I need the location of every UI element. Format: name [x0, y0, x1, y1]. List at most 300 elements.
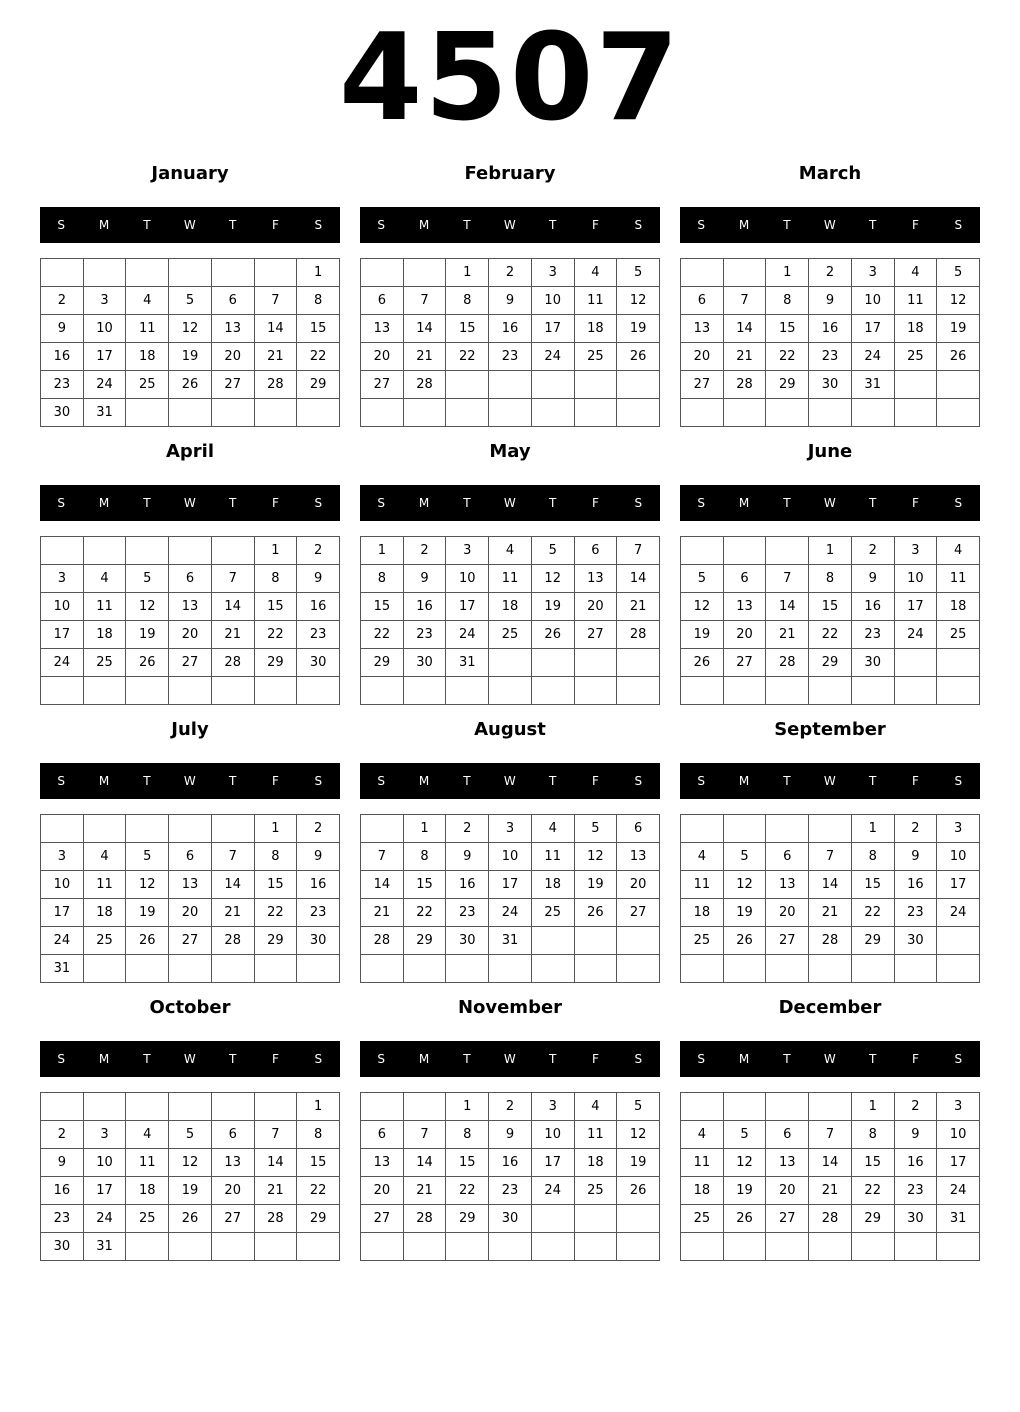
day-cell: 8	[297, 1121, 340, 1149]
weekday-label: T	[868, 496, 877, 510]
empty-day-cell	[361, 1233, 404, 1261]
day-cell: 6	[169, 843, 212, 871]
day-cell: 11	[681, 871, 724, 899]
empty-day-cell	[937, 399, 980, 427]
day-cell: 1	[255, 815, 298, 843]
day-cell: 18	[84, 621, 127, 649]
day-cell: 27	[361, 371, 404, 399]
weekday-label: M	[98, 774, 110, 788]
day-cell: 20	[361, 343, 404, 371]
day-cell: 31	[937, 1205, 980, 1233]
empty-day-cell	[937, 927, 980, 955]
weekday-label: W	[823, 1052, 837, 1066]
empty-day-cell	[169, 815, 212, 843]
empty-day-cell	[169, 537, 212, 565]
day-cell: 16	[809, 315, 852, 343]
weekday-label: T	[868, 218, 877, 232]
day-cell: 12	[169, 315, 212, 343]
day-cell: 12	[169, 1149, 212, 1177]
day-cell: 7	[724, 287, 767, 315]
day-cell: 25	[937, 621, 980, 649]
day-cell: 11	[681, 1149, 724, 1177]
day-cell: 15	[446, 1149, 489, 1177]
empty-day-cell	[809, 1233, 852, 1261]
day-cell: 18	[84, 899, 127, 927]
day-cell: 13	[766, 871, 809, 899]
day-cell: 14	[617, 565, 660, 593]
day-cell: 17	[937, 1149, 980, 1177]
day-cell: 17	[41, 621, 84, 649]
day-cell: 16	[446, 871, 489, 899]
weekday-label: W	[823, 496, 837, 510]
day-cell: 9	[489, 1121, 532, 1149]
empty-day-cell	[852, 1233, 895, 1261]
day-cell: 11	[126, 315, 169, 343]
empty-day-cell	[766, 677, 809, 705]
month-name: February	[464, 163, 556, 184]
year-title: 4507	[339, 9, 681, 148]
empty-day-cell	[809, 399, 852, 427]
day-cell: 10	[41, 871, 84, 899]
day-cell: 1	[852, 815, 895, 843]
weekday-label: M	[418, 218, 430, 232]
day-cell: 1	[446, 259, 489, 287]
empty-day-cell	[361, 815, 404, 843]
day-cell: 26	[126, 927, 169, 955]
weekday-header	[680, 763, 980, 799]
weekday-label: T	[463, 218, 472, 232]
weekday-label: T	[143, 496, 152, 510]
day-cell: 1	[852, 1093, 895, 1121]
empty-day-cell	[532, 1233, 575, 1261]
day-cell: 6	[361, 1121, 404, 1149]
weekday-label: W	[183, 218, 197, 232]
day-cell: 11	[575, 287, 618, 315]
empty-day-cell	[169, 955, 212, 983]
day-cell: 28	[766, 649, 809, 677]
day-cell: 5	[126, 565, 169, 593]
day-cell: 9	[489, 287, 532, 315]
day-cell: 25	[126, 1205, 169, 1233]
day-cell: 24	[895, 621, 938, 649]
day-cell: 4	[84, 843, 127, 871]
day-cell: 3	[489, 815, 532, 843]
weekday-label: F	[912, 496, 920, 510]
weekday-label: S	[377, 774, 386, 788]
weekday-label: S	[954, 496, 963, 510]
day-cell: 14	[361, 871, 404, 899]
day-cell: 30	[852, 649, 895, 677]
day-cell: 24	[41, 649, 84, 677]
empty-day-cell	[84, 259, 127, 287]
day-cell: 26	[575, 899, 618, 927]
day-cell: 6	[681, 287, 724, 315]
day-cell: 4	[532, 815, 575, 843]
day-cell: 24	[937, 1177, 980, 1205]
day-cell: 19	[681, 621, 724, 649]
day-cell: 13	[169, 593, 212, 621]
day-cell: 20	[169, 899, 212, 927]
empty-day-cell	[575, 649, 618, 677]
empty-day-cell	[532, 955, 575, 983]
month-days-grid	[680, 258, 980, 427]
empty-day-cell	[404, 259, 447, 287]
day-cell: 1	[766, 259, 809, 287]
day-cell: 12	[532, 565, 575, 593]
day-cell: 2	[404, 537, 447, 565]
day-cell: 16	[895, 1149, 938, 1177]
day-cell: 1	[255, 537, 298, 565]
month-name: November	[457, 997, 563, 1018]
day-cell: 27	[361, 1205, 404, 1233]
day-cell: 8	[255, 565, 298, 593]
weekday-label: S	[57, 496, 66, 510]
day-cell: 16	[895, 871, 938, 899]
day-cell: 24	[41, 927, 84, 955]
day-cell: 26	[724, 1205, 767, 1233]
weekday-header	[680, 207, 980, 243]
day-cell: 28	[212, 649, 255, 677]
day-cell: 23	[404, 621, 447, 649]
day-cell: 10	[532, 287, 575, 315]
day-cell: 27	[212, 1205, 255, 1233]
weekday-label: W	[503, 496, 517, 510]
day-cell: 23	[489, 343, 532, 371]
empty-day-cell	[361, 955, 404, 983]
day-cell: 14	[212, 871, 255, 899]
month-days-grid	[360, 1092, 660, 1261]
weekday-label: W	[183, 496, 197, 510]
empty-day-cell	[724, 677, 767, 705]
empty-day-cell	[361, 259, 404, 287]
day-cell: 23	[41, 1205, 84, 1233]
day-cell: 26	[617, 1177, 660, 1205]
empty-day-cell	[255, 259, 298, 287]
day-cell: 18	[681, 899, 724, 927]
empty-day-cell	[404, 1093, 447, 1121]
empty-day-cell	[126, 537, 169, 565]
month-name: January	[151, 163, 229, 184]
day-cell: 3	[937, 815, 980, 843]
empty-day-cell	[766, 955, 809, 983]
weekday-label: M	[418, 496, 430, 510]
empty-day-cell	[169, 259, 212, 287]
weekday-label: M	[738, 496, 750, 510]
empty-day-cell	[937, 649, 980, 677]
day-cell: 21	[212, 899, 255, 927]
day-cell: 7	[255, 287, 298, 315]
day-cell: 15	[297, 315, 340, 343]
day-cell: 25	[489, 621, 532, 649]
weekday-label: F	[272, 218, 280, 232]
empty-day-cell	[126, 259, 169, 287]
weekday-label: T	[783, 774, 792, 788]
weekday-label: S	[954, 774, 963, 788]
weekday-label: M	[738, 774, 750, 788]
day-cell: 29	[766, 371, 809, 399]
day-cell: 24	[84, 1205, 127, 1233]
day-cell: 24	[489, 899, 532, 927]
day-cell: 17	[937, 871, 980, 899]
day-cell: 28	[724, 371, 767, 399]
day-cell: 13	[575, 565, 618, 593]
day-cell: 9	[297, 843, 340, 871]
empty-day-cell	[489, 371, 532, 399]
empty-day-cell	[532, 927, 575, 955]
day-cell: 7	[809, 1121, 852, 1149]
day-cell: 17	[532, 315, 575, 343]
day-cell: 22	[446, 1177, 489, 1205]
day-cell: 18	[681, 1177, 724, 1205]
empty-day-cell	[724, 955, 767, 983]
empty-day-cell	[575, 399, 618, 427]
weekday-label: S	[377, 1052, 386, 1066]
month-days-grid	[40, 1092, 340, 1261]
weekday-label: F	[912, 774, 920, 788]
day-cell: 15	[361, 593, 404, 621]
weekday-label: F	[592, 774, 600, 788]
empty-day-cell	[489, 677, 532, 705]
day-cell: 6	[724, 565, 767, 593]
empty-day-cell	[724, 399, 767, 427]
day-cell: 30	[895, 927, 938, 955]
day-cell: 13	[361, 315, 404, 343]
weekday-label: F	[272, 496, 280, 510]
day-cell: 5	[681, 565, 724, 593]
empty-day-cell	[681, 955, 724, 983]
day-cell: 27	[169, 927, 212, 955]
day-cell: 19	[617, 315, 660, 343]
empty-day-cell	[766, 399, 809, 427]
empty-day-cell	[41, 815, 84, 843]
month-name: April	[165, 441, 215, 462]
day-cell: 28	[617, 621, 660, 649]
day-cell: 18	[126, 343, 169, 371]
weekday-label: T	[143, 774, 152, 788]
day-cell: 10	[446, 565, 489, 593]
day-cell: 27	[169, 649, 212, 677]
month-july	[40, 717, 340, 983]
empty-day-cell	[724, 537, 767, 565]
day-cell: 5	[169, 1121, 212, 1149]
empty-day-cell	[724, 1093, 767, 1121]
day-cell: 2	[41, 1121, 84, 1149]
weekday-label: S	[314, 496, 323, 510]
weekday-label: T	[463, 496, 472, 510]
empty-day-cell	[255, 955, 298, 983]
day-cell: 21	[404, 343, 447, 371]
day-cell: 18	[937, 593, 980, 621]
weekday-label: W	[503, 218, 517, 232]
weekday-header	[680, 485, 980, 521]
day-cell: 4	[489, 537, 532, 565]
weekday-label: T	[228, 218, 237, 232]
day-cell: 29	[404, 927, 447, 955]
weekday-label: T	[228, 496, 237, 510]
day-cell: 19	[532, 593, 575, 621]
day-cell: 23	[489, 1177, 532, 1205]
day-cell: 10	[489, 843, 532, 871]
day-cell: 25	[575, 343, 618, 371]
day-cell: 21	[724, 343, 767, 371]
empty-day-cell	[724, 815, 767, 843]
empty-day-cell	[404, 677, 447, 705]
empty-day-cell	[41, 537, 84, 565]
day-cell: 13	[617, 843, 660, 871]
empty-day-cell	[361, 677, 404, 705]
empty-day-cell	[84, 677, 127, 705]
day-cell: 26	[617, 343, 660, 371]
day-cell: 26	[532, 621, 575, 649]
day-cell: 29	[852, 927, 895, 955]
month-name: March	[798, 163, 862, 184]
empty-day-cell	[212, 537, 255, 565]
weekday-header	[40, 763, 340, 799]
day-cell: 25	[895, 343, 938, 371]
day-cell: 8	[361, 565, 404, 593]
day-cell: 27	[212, 371, 255, 399]
day-cell: 1	[446, 1093, 489, 1121]
day-cell: 8	[297, 287, 340, 315]
day-cell: 10	[41, 593, 84, 621]
day-cell: 17	[895, 593, 938, 621]
day-cell: 5	[724, 843, 767, 871]
day-cell: 12	[617, 287, 660, 315]
empty-day-cell	[169, 1233, 212, 1261]
empty-day-cell	[724, 1233, 767, 1261]
day-cell: 28	[255, 1205, 298, 1233]
day-cell: 20	[724, 621, 767, 649]
day-cell: 11	[895, 287, 938, 315]
weekday-label: M	[98, 218, 110, 232]
day-cell: 21	[617, 593, 660, 621]
day-cell: 3	[41, 843, 84, 871]
day-cell: 17	[852, 315, 895, 343]
day-cell: 25	[126, 371, 169, 399]
empty-day-cell	[169, 1093, 212, 1121]
day-cell: 17	[41, 899, 84, 927]
day-cell: 15	[852, 1149, 895, 1177]
day-cell: 22	[404, 899, 447, 927]
weekday-label: T	[783, 218, 792, 232]
weekday-label: M	[98, 1052, 110, 1066]
day-cell: 20	[766, 899, 809, 927]
day-cell: 15	[852, 871, 895, 899]
day-cell: 19	[126, 899, 169, 927]
empty-day-cell	[297, 955, 340, 983]
day-cell: 18	[575, 315, 618, 343]
day-cell: 30	[404, 649, 447, 677]
day-cell: 19	[724, 899, 767, 927]
empty-day-cell	[446, 677, 489, 705]
weekday-label: S	[314, 774, 323, 788]
day-cell: 29	[809, 649, 852, 677]
weekday-label: M	[418, 774, 430, 788]
month-october	[40, 995, 340, 1261]
empty-day-cell	[809, 955, 852, 983]
day-cell: 9	[446, 843, 489, 871]
day-cell: 22	[446, 343, 489, 371]
weekday-label: S	[697, 218, 706, 232]
day-cell: 5	[724, 1121, 767, 1149]
weekday-label: T	[228, 774, 237, 788]
empty-day-cell	[681, 537, 724, 565]
weekday-header	[360, 763, 660, 799]
day-cell: 8	[852, 843, 895, 871]
weekday-label: S	[634, 218, 643, 232]
day-cell: 1	[404, 815, 447, 843]
day-cell: 12	[617, 1121, 660, 1149]
empty-day-cell	[126, 815, 169, 843]
day-cell: 22	[255, 899, 298, 927]
empty-day-cell	[575, 1205, 618, 1233]
empty-day-cell	[255, 399, 298, 427]
month-september	[680, 717, 980, 983]
day-cell: 7	[809, 843, 852, 871]
day-cell: 8	[404, 843, 447, 871]
empty-day-cell	[361, 399, 404, 427]
day-cell: 25	[84, 927, 127, 955]
day-cell: 22	[297, 343, 340, 371]
day-cell: 28	[809, 927, 852, 955]
month-days-grid	[40, 814, 340, 983]
empty-day-cell	[126, 399, 169, 427]
empty-day-cell	[489, 1233, 532, 1261]
day-cell: 10	[84, 315, 127, 343]
day-cell: 8	[809, 565, 852, 593]
weekday-label: W	[823, 218, 837, 232]
day-cell: 11	[126, 1149, 169, 1177]
day-cell: 31	[446, 649, 489, 677]
empty-day-cell	[852, 955, 895, 983]
day-cell: 7	[766, 565, 809, 593]
day-cell: 8	[852, 1121, 895, 1149]
day-cell: 19	[126, 621, 169, 649]
day-cell: 24	[852, 343, 895, 371]
empty-day-cell	[297, 677, 340, 705]
day-cell: 28	[212, 927, 255, 955]
day-cell: 25	[575, 1177, 618, 1205]
day-cell: 21	[404, 1177, 447, 1205]
day-cell: 16	[489, 315, 532, 343]
day-cell: 9	[852, 565, 895, 593]
month-days-grid	[40, 536, 340, 705]
day-cell: 3	[895, 537, 938, 565]
empty-day-cell	[575, 927, 618, 955]
day-cell: 1	[297, 1093, 340, 1121]
empty-day-cell	[212, 259, 255, 287]
empty-day-cell	[575, 1233, 618, 1261]
day-cell: 4	[575, 259, 618, 287]
day-cell: 11	[84, 593, 127, 621]
day-cell: 14	[255, 1149, 298, 1177]
empty-day-cell	[617, 371, 660, 399]
weekday-label: F	[592, 1052, 600, 1066]
day-cell: 15	[297, 1149, 340, 1177]
day-cell: 10	[84, 1149, 127, 1177]
day-cell: 9	[297, 565, 340, 593]
day-cell: 14	[724, 315, 767, 343]
day-cell: 6	[212, 287, 255, 315]
month-name: August	[474, 719, 546, 740]
day-cell: 26	[169, 371, 212, 399]
day-cell: 5	[937, 259, 980, 287]
day-cell: 12	[575, 843, 618, 871]
day-cell: 30	[895, 1205, 938, 1233]
day-cell: 30	[446, 927, 489, 955]
weekday-label: T	[868, 1052, 877, 1066]
day-cell: 19	[169, 1177, 212, 1205]
